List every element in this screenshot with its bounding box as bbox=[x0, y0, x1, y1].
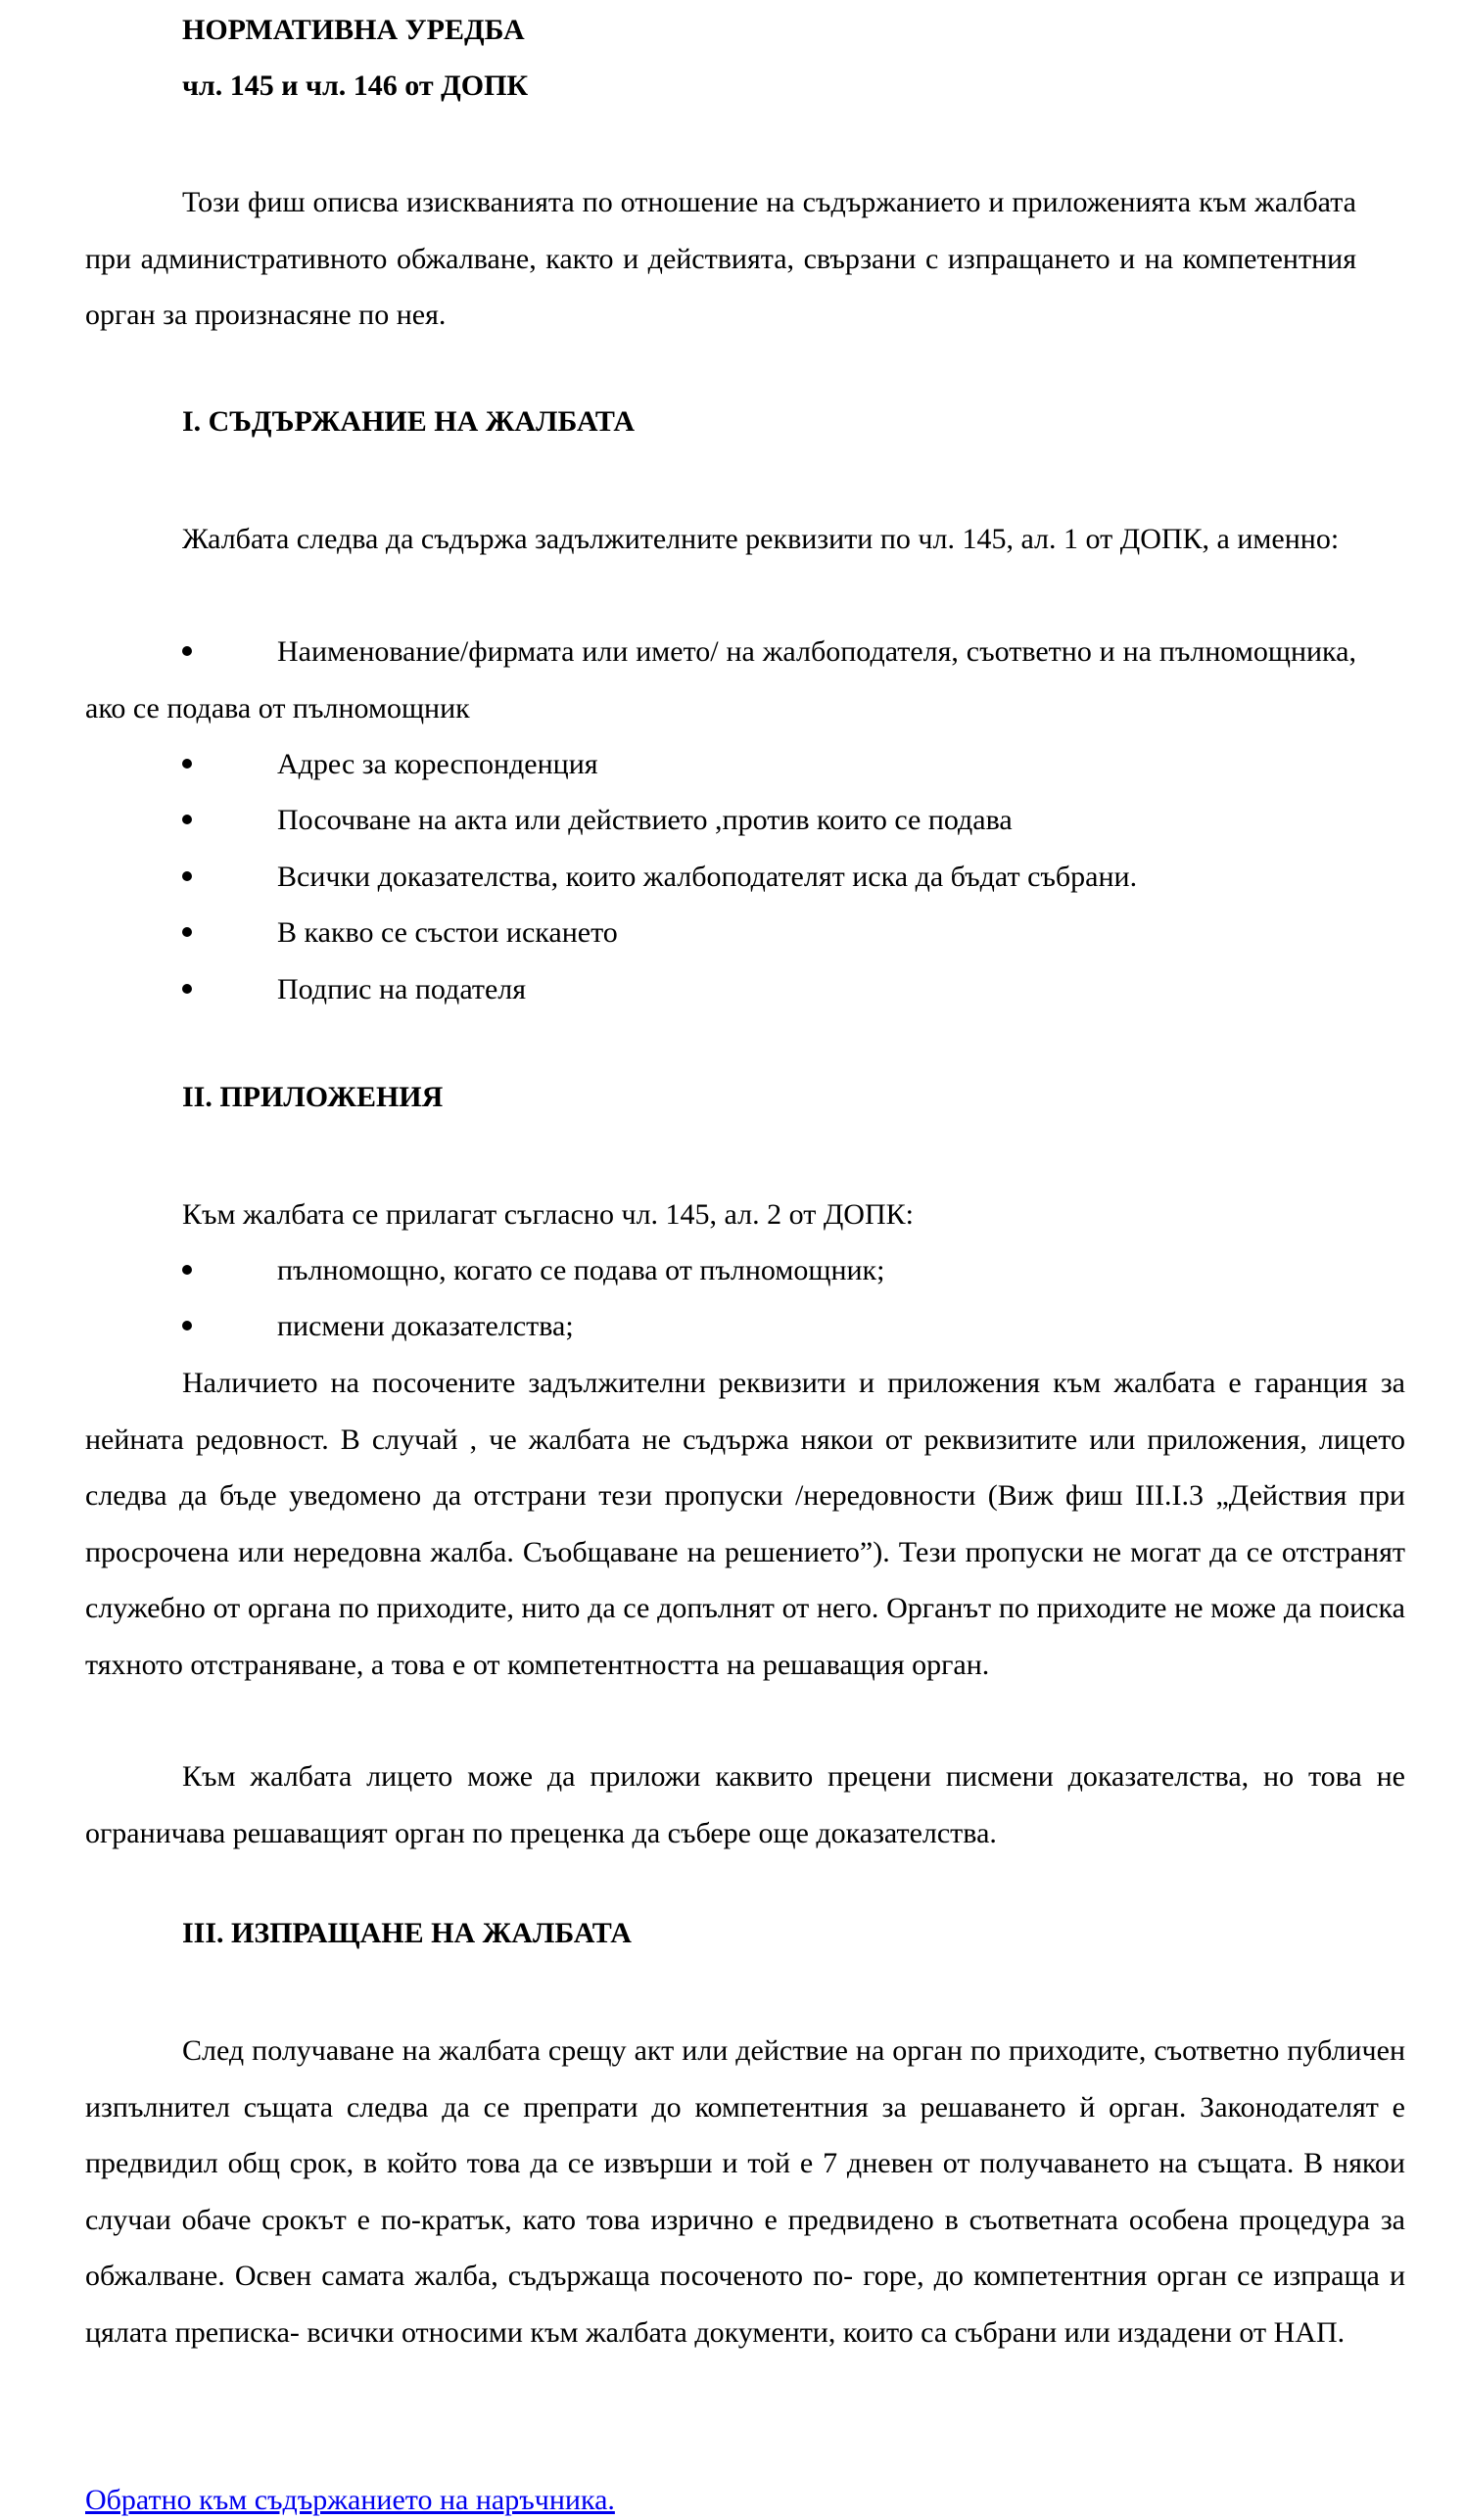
bullet-icon bbox=[182, 815, 192, 824]
section-2-item-1: пълномощно, когато се подава от пълномощник; bbox=[277, 1254, 885, 1286]
section-1-heading: I. СЪДЪРЖАНИЕ НА ЖАЛБАТА bbox=[182, 405, 636, 438]
section-1-item-3: Посочване на акта или действието ,против които се подава bbox=[277, 804, 1013, 836]
bullet-icon bbox=[182, 871, 192, 881]
bullet-icon bbox=[182, 1321, 192, 1330]
section-1-item-1: Наименование/фирмата или името/ на жалбоподателя, съответно и на пълномощника, ако се подава от пълномощник bbox=[85, 635, 1356, 724]
section-2-lead: Към жалбата се прилагат съгласно чл. 145, ал. 2 от ДОПК: bbox=[182, 1198, 914, 1231]
bullet-icon bbox=[182, 759, 192, 769]
bullet-icon bbox=[182, 927, 192, 937]
section-1-item-4: Всички доказателства, които жалбоподателят иска да бъдат събрани. bbox=[277, 861, 1138, 893]
section-2-heading: II. ПРИЛОЖЕНИЯ bbox=[182, 1081, 444, 1113]
section-3-heading: III. ИЗПРАЩАНЕ НА ЖАЛБАТА bbox=[182, 1917, 632, 1949]
bullet-icon bbox=[182, 984, 192, 994]
section-1-lead: Жалбата следва да съдържа задължителните реквизити по чл. 145, ал. 1 от ДОПК, а именно: bbox=[182, 523, 1340, 555]
section-2-item-2: писмени доказателства; bbox=[277, 1310, 574, 1342]
bullet-icon bbox=[182, 1265, 192, 1275]
section-1-item-5: В какво се състои искането bbox=[277, 916, 618, 949]
section-3-paragraph: След получаване на жалбата срещу акт или действие на орган по приходите, съответно публичен изпълнител същата следва да се препрати до компетентния за решаването й орган. Законодателят е предвидил общ срок, в който това да се извърши и той е 7 дневен от получаването на същата. В някои случаи обаче срокът е по-кратък, като това изрично е предвидено в съответната особена процедура за обжалване. Освен самата жалба, съдържаща посоченото по- горе, до компетентния орган се изпраща и цялата преписка- всички относими към жалбата документи, които са събрани или издадени от НАП. bbox=[85, 2034, 1405, 2349]
section-2-paragraph-1: Наличието на посочените задължителни реквизити и приложения към жалбата е гаранция за нейната редовност. В случай , че жалбата не съдържа някои от реквизитите или приложения, лицето следва да бъде уведомено да отстрани тези пропуски /нередовности (Виж фиш III.I.3 „Действия при просрочена или нередовна жалба. Съобщаване на решението”). Тези пропуски не могат да се отстранят служебно от органа по приходите, нито да се допълнят от него. Органът по приходите не може да поиска тяхното отстраняване, а това е от компетентността на решаващия орган. bbox=[85, 1367, 1405, 1681]
section-1-item-2: Адрес за кореспонденция bbox=[277, 748, 598, 780]
section-2-paragraph-2: Към жалбата лицето може да приложи каквито прецени писмени доказателства, но това не ограничава решаващият орган по преценка да събере още доказателства. bbox=[85, 1760, 1405, 1849]
section-1-item-6: Подпис на подателя bbox=[277, 973, 527, 1005]
back-to-contents-link[interactable]: Обратно към съдържанието на наръчника. bbox=[85, 2484, 615, 2516]
intro-paragraph: Този фиш описва изискванията по отношение на съдържанието и приложенията към жалбата при административното обжалване, както и действията, свързани с изпращането и на компетентния орган за произнасяне по нея. bbox=[85, 186, 1356, 331]
document-subtitle: чл. 145 и чл. 146 от ДОПК bbox=[182, 70, 529, 102]
document-title: НОРМАТИВНА УРЕДБА bbox=[182, 14, 525, 46]
